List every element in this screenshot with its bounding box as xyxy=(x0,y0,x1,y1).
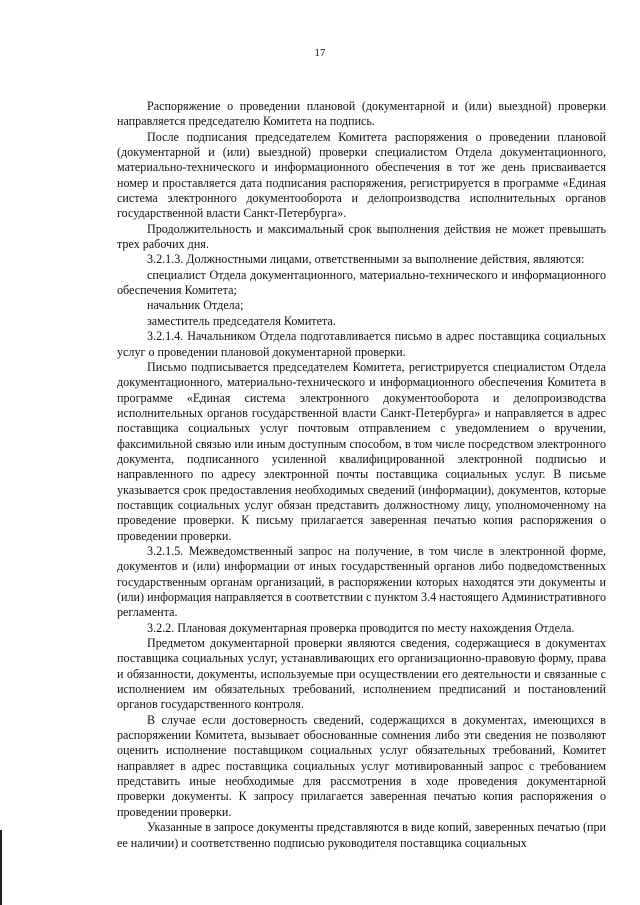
paragraph: 3.2.2. Плановая документарная проверка проводится по месту нахождения Отдела. xyxy=(147,620,575,635)
document-body xyxy=(117,99,606,851)
paragraph: В случае если достоверность сведений, содержащихся в документах, имеющихся в распоряжении Комитета, вызывает обоснованные сомнения либо эти сведения не позволяют оценить исполнение поставщиком социальных услуг обязательных требований, Комитет направляет в адрес поставщика социальных услуг мотивированный запрос с требованием представить иные необходимые для рассмотрения в ходе проведения документарной проверки документы. К запросу прилагается заверенная печатью копия распоряжения о проведении проверки. xyxy=(117,712,606,819)
paragraph: Продолжительность и максимальный срок выполнения действия не может превышать трех рабочих дня. xyxy=(117,221,606,252)
paragraph: Письмо подписывается председателем Комитета, регистрируется специалистом Отдела документационного, материально-технического и информационного обеспечения Комитета в программе «Единая система электронного документооборота и делопроизводства исполнительных органов государственной власти Санкт-Петербурга» и направляется в адрес поставщика социальных услуг почтовым отправлением с уведомлением о вручении, факсимильной связью или иным доступным способом, в том числе посредством электронного документа, подписанного усиленной квалифицированной электронной подписью и направленного по адресу электронной почты поставщика социальных услуг. В письме указывается срок предоставления необходимых сведений (информации), документов, которые поставщик социальных услуг обязан представить должностному лицу, уполномоченному на проведение проверки. К письму прилагается заверенная печатью копия распоряжения о проведении проверки. xyxy=(117,359,606,543)
paragraph: 3.2.1.5. Межведомственный запрос на получение, в том числе в электронной форме, документов и (или) информации от иных государственный органов либо подведомственных государственным органам организаций, в распоряжении которых находятся эти документы и (или) информация направляется в соответствии с пунктом 3.4 настоящего Административного регламента. xyxy=(117,543,606,620)
paragraph: специалист Отдела документационного, материально-технического и информационного обеспечения Комитета; xyxy=(117,267,606,298)
page-number: 17 xyxy=(314,47,326,59)
paragraph: 3.2.1.4. Начальником Отдела подготавливается письмо в адрес поставщика социальных услуг о проведении плановой документарной проверки. xyxy=(117,329,606,359)
paragraph: После подписания председателем Комитета распоряжения о проведении плановой (документарной и (или) выездной) проверки специалистом Отдела документационного, материально-технического и информационного обеспечения в тот же день присваивается номер и проставляется дата подписания распоряжения, регистрируется в программе «Единая система электронного документооборота и делопроизводства исполнительных органов государственной власти Санкт-Петербурга». xyxy=(117,129,606,221)
paragraph: Предметом документарной проверки являются сведения, содержащиеся в документах поставщика социальных услуг, устанавливающих его организационно-правовую форму, права и обязанности, документы, используемые при осуществлении его деятельности и связанные с исполнением им обязательных требований, исполнением предписаний и постановлений органов государственного контроля. xyxy=(117,636,606,712)
paragraph: заместитель председателя Комитета. xyxy=(147,313,336,328)
paragraph: Указанные в запросе документы представляются в виде копий, заверенных печатью (при ее наличии) и соответственно подписью руководителя поставщика социальных xyxy=(117,820,606,850)
paragraph: 3.2.1.3. Должностными лицами, ответственными за выполнение действия, являются: xyxy=(147,252,585,267)
paragraph: Распоряжение о проведении плановой (документарной и (или) выездной) проверки направляется председателю Комитета на подпись. xyxy=(117,99,606,129)
paragraph: начальник Отдела; xyxy=(147,298,244,313)
scan-edge-mark xyxy=(0,830,2,905)
